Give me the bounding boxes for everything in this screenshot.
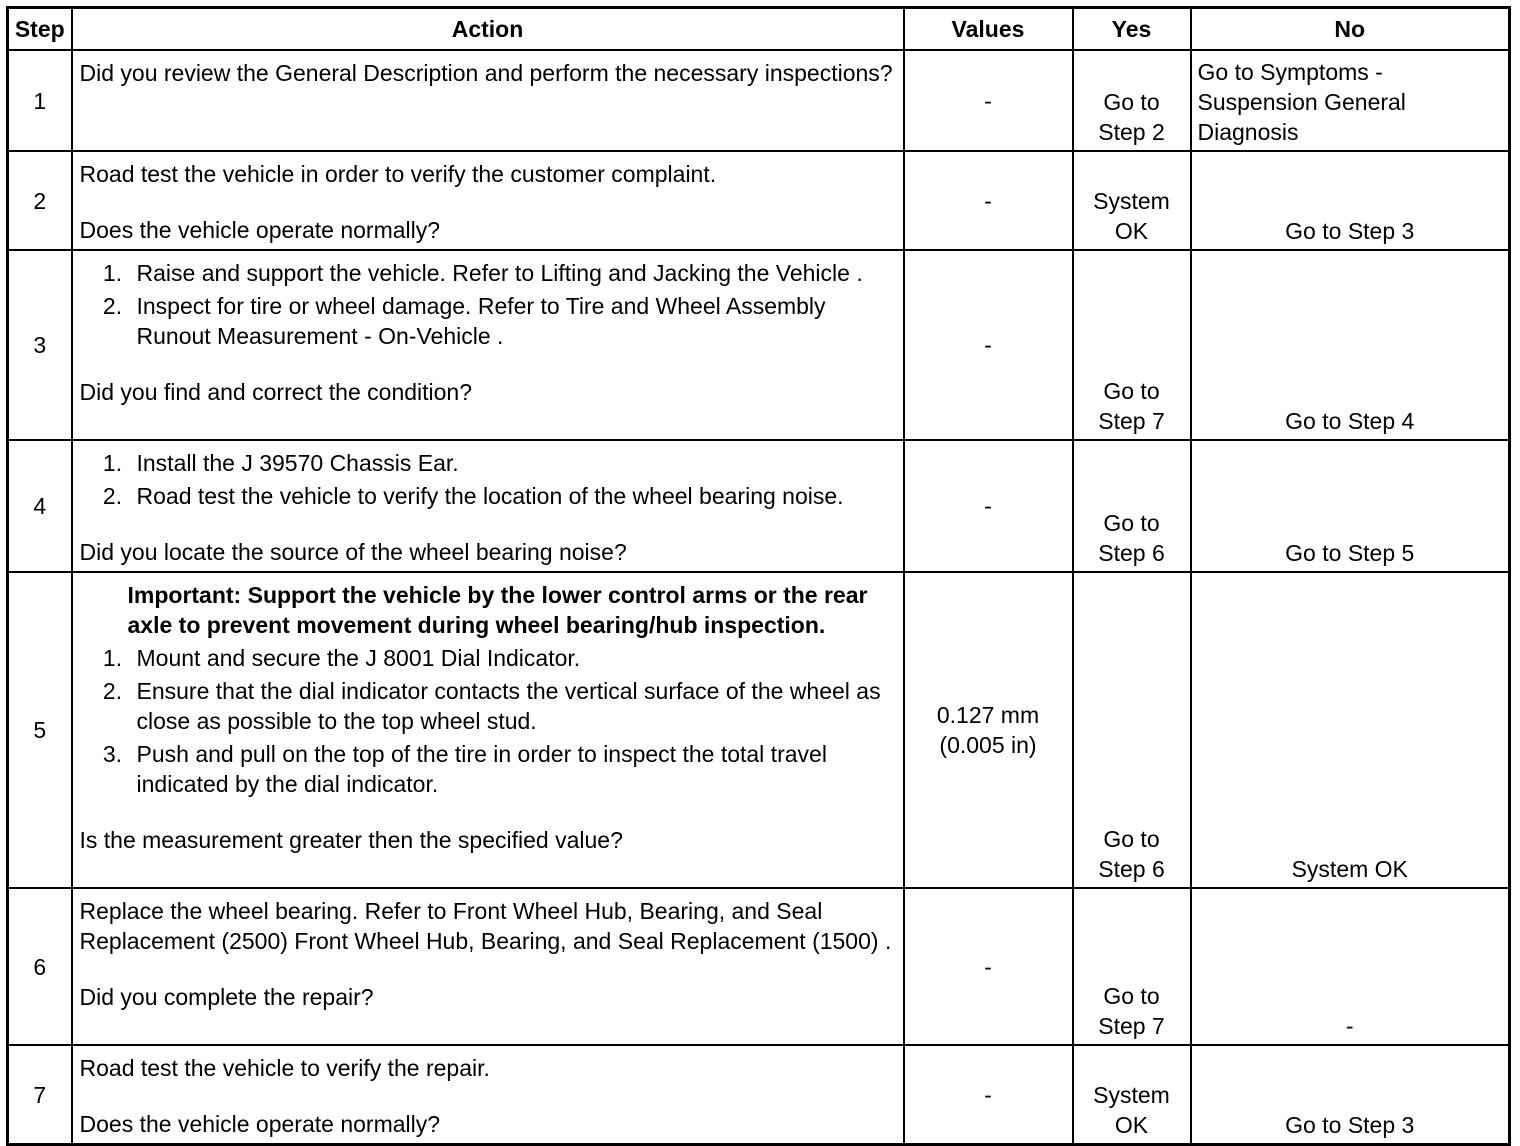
action-text: Road test the vehicle to verify the repair. xyxy=(79,1055,490,1081)
header-step: Step xyxy=(8,8,72,51)
values-cell: - xyxy=(904,250,1073,440)
step-number: 5 xyxy=(8,572,72,888)
action-text: Did you review the General Description and perform the necessary inspections? xyxy=(79,60,893,86)
action-steps-list xyxy=(80,258,897,351)
action-cell xyxy=(72,1045,904,1145)
step-number: 4 xyxy=(8,440,72,572)
yes-link[interactable]: Go to Step 6 xyxy=(1073,440,1191,572)
action-steps-list xyxy=(80,448,897,511)
action-step: 3. Push and pull on the top of the tire in order to inspect the total travel indicated by the dial indicator. xyxy=(129,739,897,799)
step-number: 6 xyxy=(8,888,72,1045)
action-question: Did you find and correct the condition? xyxy=(79,379,473,405)
yes-link[interactable]: Go to Step 2 xyxy=(1073,50,1191,151)
yes-link[interactable]: System OK xyxy=(1073,151,1191,250)
action-question: Did you complete the repair? xyxy=(79,984,374,1010)
values-cell: - xyxy=(904,50,1073,151)
action-cell xyxy=(72,50,904,151)
values-cell: - xyxy=(904,888,1073,1045)
action-step: 2. Road test the vehicle to verify the location of the wheel bearing noise. xyxy=(129,481,897,511)
values-cell: 0.127 mm (0.005 in) xyxy=(904,572,1073,888)
no-link[interactable]: Go to Step 3 xyxy=(1191,1045,1510,1145)
action-question: Does the vehicle operate normally? xyxy=(79,1111,441,1137)
action-step: 2. Inspect for tire or wheel damage. Refer to Tire and Wheel Assembly Runout Measurement - On-Vehicle . xyxy=(129,291,897,351)
yes-link[interactable]: Go to Step 7 xyxy=(1073,888,1191,1045)
header-row xyxy=(8,8,1510,51)
table-row xyxy=(8,1045,1510,1145)
yes-link[interactable]: Go to Step 6 xyxy=(1073,572,1191,888)
action-steps-list xyxy=(80,643,897,799)
action-question: Did you locate the source of the wheel bearing noise? xyxy=(79,539,627,565)
values-cell: - xyxy=(904,440,1073,572)
no-link[interactable]: Go to Step 3 xyxy=(1191,151,1510,250)
step-number: 1 xyxy=(8,50,72,151)
action-step: 1. Install the J 39570 Chassis Ear. xyxy=(129,448,897,478)
yes-link[interactable]: System OK xyxy=(1073,1045,1191,1145)
table-row xyxy=(8,50,1510,151)
values-cell: - xyxy=(904,151,1073,250)
action-step: 2. Ensure that the dial indicator contacts the vertical surface of the wheel as close as possible to the top wheel stud. xyxy=(129,676,897,736)
header-action: Action xyxy=(72,8,904,51)
table-row xyxy=(8,888,1510,1045)
no-cell: - xyxy=(1191,888,1510,1045)
no-link[interactable]: Go to Step 4 xyxy=(1191,250,1510,440)
no-link[interactable]: System OK xyxy=(1191,572,1510,888)
action-cell xyxy=(72,151,904,250)
header-no: No xyxy=(1191,8,1510,51)
table-row xyxy=(8,250,1510,440)
action-cell xyxy=(72,440,904,572)
action-text: Replace the wheel bearing. Refer to Front Wheel Hub, Bearing, and Seal Replacement (2500) Front Wheel Hub, Bearing, and Seal Replacement (1500) . xyxy=(79,898,892,954)
action-step: 1. Raise and support the vehicle. Refer to Lifting and Jacking the Vehicle . xyxy=(129,258,897,288)
values-cell: - xyxy=(904,1045,1073,1145)
header-yes: Yes xyxy=(1073,8,1191,51)
table-row xyxy=(8,151,1510,250)
action-text: Road test the vehicle in order to verify the customer complaint. xyxy=(79,161,717,187)
action-cell xyxy=(72,572,904,888)
no-link[interactable]: Go to Step 5 xyxy=(1191,440,1510,572)
step-number: 7 xyxy=(8,1045,72,1145)
table-row xyxy=(8,440,1510,572)
step-number: 2 xyxy=(8,151,72,250)
important-note: Important: Support the vehicle by the lower control arms or the rear axle to prevent movement during wheel bearing/hub inspection. xyxy=(127,582,868,638)
header-values: Values xyxy=(904,8,1073,51)
step-number: 3 xyxy=(8,250,72,440)
yes-link[interactable]: Go to Step 7 xyxy=(1073,250,1191,440)
action-question: Is the measurement greater then the specified value? xyxy=(79,827,623,853)
action-cell xyxy=(72,888,904,1045)
table-row xyxy=(8,572,1510,888)
no-link[interactable]: Go to Symptoms - Suspension General Diagnosis xyxy=(1191,50,1510,151)
diagnostic-table xyxy=(6,6,1511,1146)
action-question: Does the vehicle operate normally? xyxy=(79,217,441,243)
action-step: 1. Mount and secure the J 8001 Dial Indicator. xyxy=(129,643,897,673)
action-cell xyxy=(72,250,904,440)
